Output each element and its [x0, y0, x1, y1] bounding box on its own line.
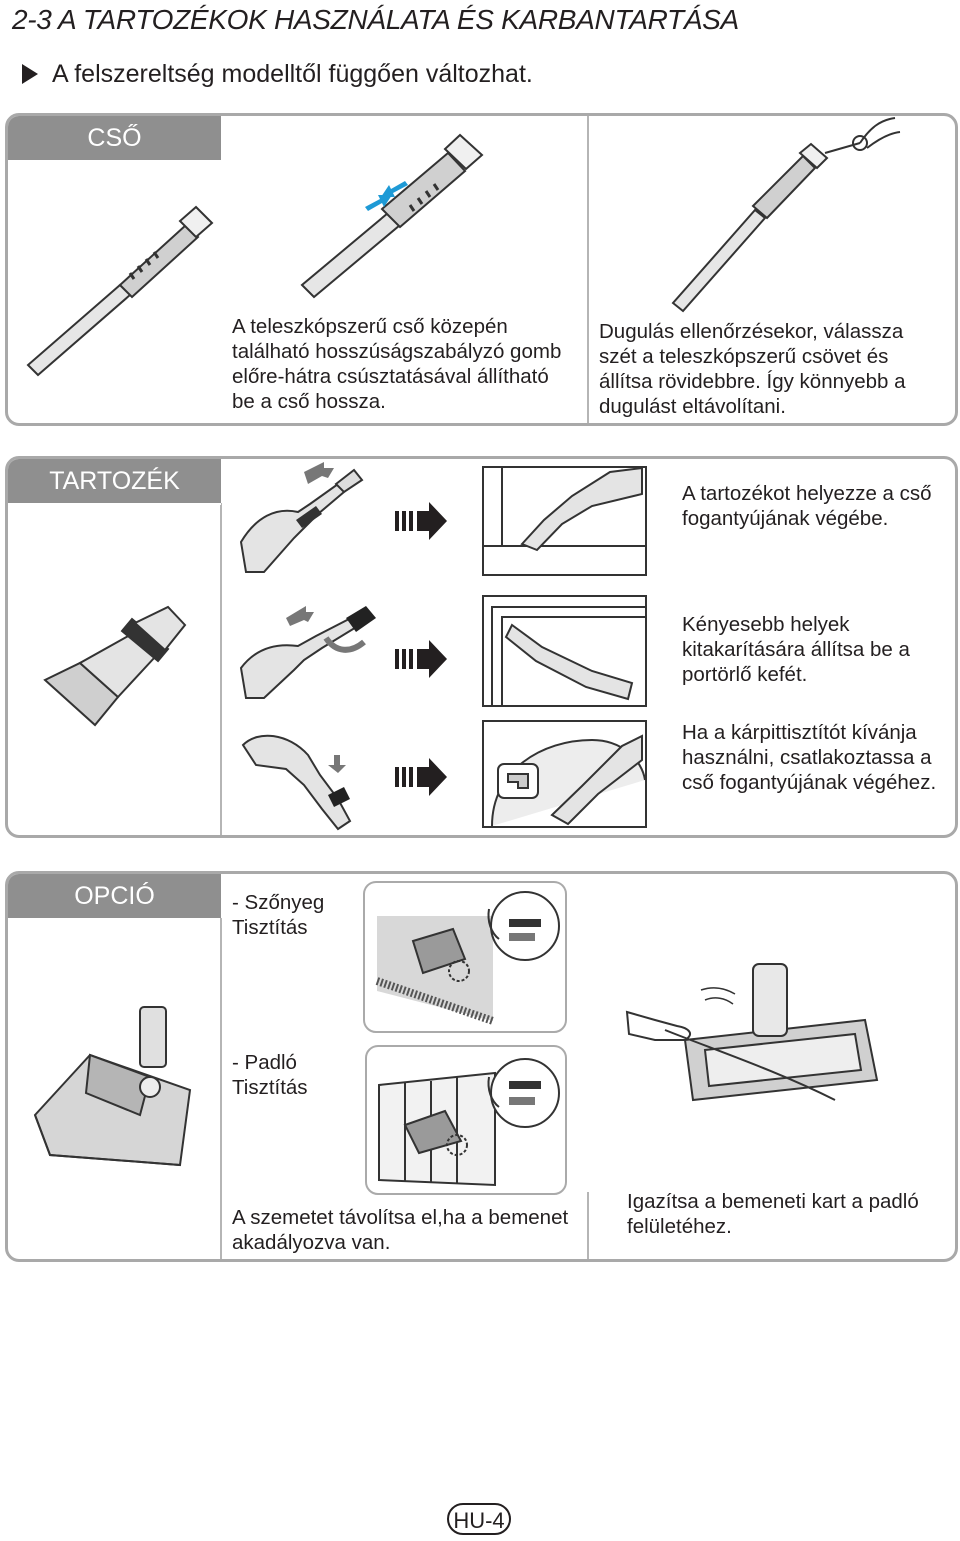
tartozek-row3-text: Ha a kárpittisztítót kívánja használni, csatlakoztassa a cső fogantyújának végéhez. [682, 721, 937, 794]
floor-mode-illustration [365, 1045, 567, 1195]
arrow-right-icon [395, 758, 447, 796]
nozzle-cleaning-illustration [625, 960, 885, 1120]
upholstery-step-illustration [238, 725, 363, 835]
page-title: 2-3 A TARTOZÉKOK HASZNÁLATA ÉS KARBANTARTÁSA [12, 4, 739, 35]
tartozek-divider-h [8, 503, 221, 505]
opcio-bottom-left-text: A szemetet távolítsa el,ha a bemenet akadályozva van. [232, 1206, 569, 1254]
tartozek-row2-text: Kényesebb helyek kitakarítására állítsa be a portörlő kefét. [682, 613, 910, 686]
opcio-divider [220, 918, 222, 1259]
brush-result-illustration [482, 595, 647, 707]
cso-divider [587, 116, 589, 423]
crevice-tool-illustration [40, 605, 190, 730]
triangle-bullet-icon [22, 64, 38, 84]
floor-label: - Padló Tisztítás [232, 1051, 308, 1099]
tartozek-label: TARTOZÉK [8, 459, 221, 503]
upholstery-result-illustration [482, 720, 647, 828]
model-note-text: A felszereltség modelltől függően változhat. [52, 60, 533, 88]
shortened-tube-illustration [655, 118, 905, 318]
tartozek-divider [220, 503, 222, 835]
tartozek-row1-text: A tartozékot helyezze a cső fogantyújának végébe. [682, 482, 932, 530]
cso-right-text: Dugulás ellenőrzésekor, válassza szét a teleszkópszerű csövet és állítsa rövidebbre. Így könnyebb a dugulást eltávolítani. [599, 320, 906, 418]
opcio-label: OPCIÓ [8, 874, 221, 918]
attach-step-illustration [236, 462, 371, 580]
model-note [22, 60, 533, 89]
cso-label: CSŐ [8, 116, 221, 160]
carpet-label: - Szőnyeg Tisztítás [232, 891, 325, 939]
brush-step-illustration [236, 598, 386, 703]
arrow-right-icon [395, 502, 447, 540]
attach-result-illustration [482, 466, 647, 576]
floor-nozzle-illustration [30, 1005, 190, 1170]
opcio-bottom-right-text: Igazítsa a bemeneti kart a padló felületéhez. [627, 1190, 919, 1238]
page-number: HU-4 [447, 1503, 511, 1535]
carpet-mode-illustration [363, 881, 567, 1033]
arrow-right-icon [395, 640, 447, 678]
opcio-divider-2 [587, 1192, 589, 1259]
cso-left-text: A teleszkópszerű cső közepén található hosszúságszabályzó gomb előre-hátra csúsztatásával állítható be a cső hossza. [232, 315, 562, 413]
